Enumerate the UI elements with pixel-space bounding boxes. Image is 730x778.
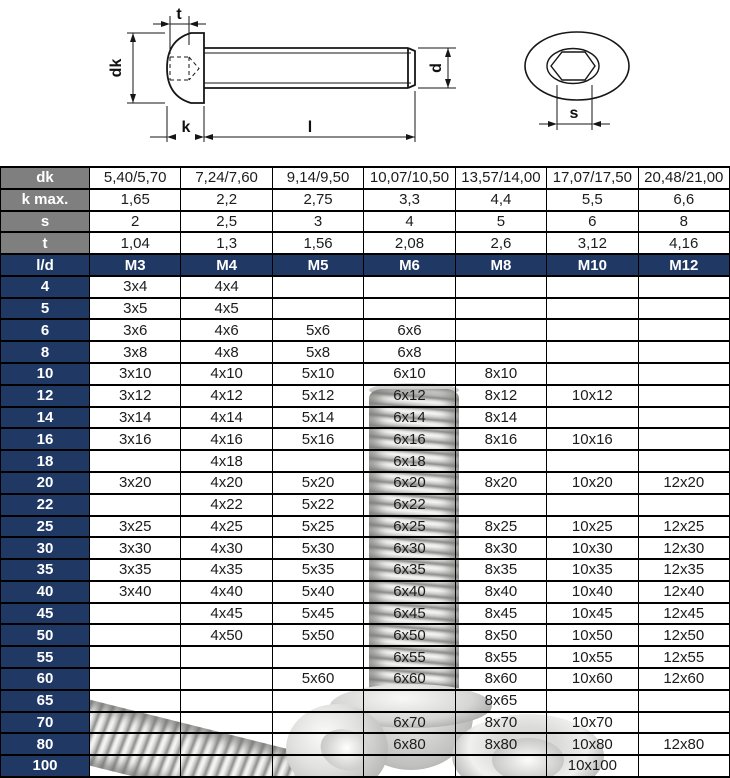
combo-cell bbox=[273, 299, 364, 321]
combo-cell bbox=[639, 299, 730, 321]
param-label-cell: dk bbox=[1, 168, 90, 190]
combo-cell: 10x80 bbox=[547, 734, 638, 756]
combo-cell bbox=[273, 647, 364, 669]
length-row bbox=[1, 756, 730, 778]
combo-cell: 8x50 bbox=[456, 625, 547, 647]
param-value-cell: 1,65 bbox=[90, 190, 181, 212]
combo-cell: 5x60 bbox=[273, 669, 364, 691]
combo-cell: 12x50 bbox=[639, 625, 730, 647]
param-value-cell: 3,12 bbox=[547, 233, 638, 255]
combo-cell bbox=[90, 495, 181, 517]
combo-cell: 5x40 bbox=[273, 582, 364, 604]
combo-cell: 3x14 bbox=[90, 408, 181, 430]
combo-cell: 8x55 bbox=[456, 647, 547, 669]
size-header-cell: M10 bbox=[547, 255, 638, 277]
combo-cell: 4x16 bbox=[181, 429, 272, 451]
combo-cell bbox=[273, 713, 364, 735]
combo-cell bbox=[639, 451, 730, 473]
combo-cell bbox=[639, 364, 730, 386]
combo-cell bbox=[547, 342, 638, 364]
combo-cell: 4x30 bbox=[181, 538, 272, 560]
length-row bbox=[1, 560, 730, 582]
combo-cell: 5x45 bbox=[273, 604, 364, 626]
combo-cell: 12x60 bbox=[639, 669, 730, 691]
combo-cell bbox=[90, 734, 181, 756]
combo-cell bbox=[547, 691, 638, 713]
combo-cell: 6x70 bbox=[364, 713, 455, 735]
combo-cell: 6x12 bbox=[364, 386, 455, 408]
length-label-cell: 10 bbox=[1, 364, 90, 386]
combo-cell bbox=[273, 277, 364, 299]
combo-cell: 6x40 bbox=[364, 582, 455, 604]
dim-label-k: k bbox=[181, 119, 191, 136]
dimension-drawing bbox=[0, 0, 730, 166]
combo-cell: 8x30 bbox=[456, 538, 547, 560]
combo-cell: 8x60 bbox=[456, 669, 547, 691]
combo-cell: 3x40 bbox=[90, 582, 181, 604]
length-row bbox=[1, 495, 730, 517]
combo-cell: 12x25 bbox=[639, 517, 730, 539]
length-row bbox=[1, 604, 730, 626]
combo-cell: 6x14 bbox=[364, 408, 455, 430]
length-row bbox=[1, 320, 730, 342]
param-value-cell: 20,48/21,00 bbox=[639, 168, 730, 190]
length-row bbox=[1, 473, 730, 495]
length-label-cell: 35 bbox=[1, 560, 90, 582]
length-label-cell: 40 bbox=[1, 582, 90, 604]
length-row bbox=[1, 299, 730, 321]
combo-cell: 12x40 bbox=[639, 582, 730, 604]
param-value-cell: 1,56 bbox=[273, 233, 364, 255]
combo-cell: 6x55 bbox=[364, 647, 455, 669]
combo-cell: 8x16 bbox=[456, 429, 547, 451]
combo-cell bbox=[90, 756, 181, 778]
length-row bbox=[1, 429, 730, 451]
size-row-label-cell: l/d bbox=[1, 255, 90, 277]
param-value-cell: 2,6 bbox=[456, 233, 547, 255]
length-row bbox=[1, 734, 730, 756]
combo-cell: 6x6 bbox=[364, 320, 455, 342]
length-row bbox=[1, 713, 730, 735]
size-header-cell: M12 bbox=[639, 255, 730, 277]
param-value-cell: 1,04 bbox=[90, 233, 181, 255]
combo-cell: 10x50 bbox=[547, 625, 638, 647]
combo-cell bbox=[364, 277, 455, 299]
combo-cell: 10x16 bbox=[547, 429, 638, 451]
combo-cell bbox=[456, 495, 547, 517]
combo-cell: 4x25 bbox=[181, 517, 272, 539]
length-label-cell: 80 bbox=[1, 734, 90, 756]
combo-cell: 5x20 bbox=[273, 473, 364, 495]
combo-cell: 4x45 bbox=[181, 604, 272, 626]
combo-cell bbox=[90, 713, 181, 735]
param-label-cell: k max. bbox=[1, 190, 90, 212]
param-value-cell: 6,6 bbox=[639, 190, 730, 212]
combo-cell bbox=[90, 604, 181, 626]
combo-cell: 4x10 bbox=[181, 364, 272, 386]
combo-cell: 6x45 bbox=[364, 604, 455, 626]
combo-cell: 4x6 bbox=[181, 320, 272, 342]
param-value-cell: 13,57/14,00 bbox=[456, 168, 547, 190]
length-label-cell: 14 bbox=[1, 408, 90, 430]
combo-cell bbox=[273, 451, 364, 473]
combo-cell: 10x60 bbox=[547, 669, 638, 691]
combo-cell bbox=[639, 495, 730, 517]
param-label-cell: s bbox=[1, 212, 90, 234]
size-header-cell: M5 bbox=[273, 255, 364, 277]
combo-cell: 6x20 bbox=[364, 473, 455, 495]
length-row bbox=[1, 669, 730, 691]
combo-cell: 4x18 bbox=[181, 451, 272, 473]
length-row bbox=[1, 342, 730, 364]
size-header-cell: M4 bbox=[181, 255, 272, 277]
combo-cell: 4x4 bbox=[181, 277, 272, 299]
length-label-cell: 100 bbox=[1, 756, 90, 778]
combo-cell: 8x25 bbox=[456, 517, 547, 539]
length-label-cell: 50 bbox=[1, 625, 90, 647]
combo-cell: 6x50 bbox=[364, 625, 455, 647]
combo-cell bbox=[273, 756, 364, 778]
combo-cell: 10x45 bbox=[547, 604, 638, 626]
combo-cell bbox=[90, 451, 181, 473]
param-value-cell: 1,3 bbox=[181, 233, 272, 255]
combo-cell: 4x12 bbox=[181, 386, 272, 408]
combo-cell: 6x22 bbox=[364, 495, 455, 517]
length-label-cell: 65 bbox=[1, 691, 90, 713]
param-value-cell: 2,2 bbox=[181, 190, 272, 212]
param-value-cell: 4 bbox=[364, 212, 455, 234]
combo-cell: 3x12 bbox=[90, 386, 181, 408]
combo-cell: 6x25 bbox=[364, 517, 455, 539]
combo-cell: 6x35 bbox=[364, 560, 455, 582]
combo-cell: 5x12 bbox=[273, 386, 364, 408]
param-value-cell: 2 bbox=[90, 212, 181, 234]
combo-cell: 3x16 bbox=[90, 429, 181, 451]
param-value-cell: 7,24/7,60 bbox=[181, 168, 272, 190]
combo-cell: 12x20 bbox=[639, 473, 730, 495]
combo-cell: 5x30 bbox=[273, 538, 364, 560]
combo-cell bbox=[181, 734, 272, 756]
length-label-cell: 5 bbox=[1, 299, 90, 321]
combo-cell: 8x10 bbox=[456, 364, 547, 386]
combo-cell: 3x6 bbox=[90, 320, 181, 342]
combo-cell bbox=[639, 429, 730, 451]
combo-cell: 5x8 bbox=[273, 342, 364, 364]
combo-cell bbox=[364, 756, 455, 778]
length-row bbox=[1, 408, 730, 430]
combo-cell: 4x20 bbox=[181, 473, 272, 495]
dim-label-t: t bbox=[176, 6, 182, 23]
combo-cell bbox=[90, 625, 181, 647]
combo-cell bbox=[456, 277, 547, 299]
size-header-cell: M3 bbox=[90, 255, 181, 277]
combo-cell: 10x20 bbox=[547, 473, 638, 495]
combo-cell: 8x20 bbox=[456, 473, 547, 495]
combo-cell bbox=[90, 647, 181, 669]
combo-cell bbox=[639, 386, 730, 408]
length-label-cell: 12 bbox=[1, 386, 90, 408]
combo-cell: 8x80 bbox=[456, 734, 547, 756]
combo-cell: 12x30 bbox=[639, 538, 730, 560]
combo-cell: 12x80 bbox=[639, 734, 730, 756]
combo-cell: 10x40 bbox=[547, 582, 638, 604]
combo-cell bbox=[547, 299, 638, 321]
combo-cell bbox=[273, 691, 364, 713]
length-label-cell: 60 bbox=[1, 669, 90, 691]
param-value-cell: 4,16 bbox=[639, 233, 730, 255]
combo-cell bbox=[456, 342, 547, 364]
length-row bbox=[1, 517, 730, 539]
length-label-cell: 25 bbox=[1, 517, 90, 539]
param-value-cell: 5,5 bbox=[547, 190, 638, 212]
combo-cell bbox=[639, 713, 730, 735]
length-label-cell: 55 bbox=[1, 647, 90, 669]
length-label-cell: 22 bbox=[1, 495, 90, 517]
param-row-dk bbox=[1, 168, 730, 190]
combo-cell: 6x30 bbox=[364, 538, 455, 560]
param-value-cell: 3 bbox=[273, 212, 364, 234]
combo-cell: 6x16 bbox=[364, 429, 455, 451]
combo-cell: 4x5 bbox=[181, 299, 272, 321]
combo-cell bbox=[90, 691, 181, 713]
hidden-socket-lines bbox=[170, 57, 199, 80]
combo-cell: 12x35 bbox=[639, 560, 730, 582]
param-value-cell: 2,75 bbox=[273, 190, 364, 212]
combo-cell: 8x65 bbox=[456, 691, 547, 713]
length-label-cell: 4 bbox=[1, 277, 90, 299]
combo-cell: 3x25 bbox=[90, 517, 181, 539]
combo-cell: 5x25 bbox=[273, 517, 364, 539]
combo-cell: 8x12 bbox=[456, 386, 547, 408]
length-label-cell: 6 bbox=[1, 320, 90, 342]
length-label-cell: 45 bbox=[1, 604, 90, 626]
combo-cell: 8x14 bbox=[456, 408, 547, 430]
combo-cell bbox=[547, 495, 638, 517]
combo-cell: 4x8 bbox=[181, 342, 272, 364]
param-value-cell: 3,3 bbox=[364, 190, 455, 212]
length-row bbox=[1, 538, 730, 560]
length-label-cell: 20 bbox=[1, 473, 90, 495]
size-header-cell: M6 bbox=[364, 255, 455, 277]
combo-cell bbox=[90, 669, 181, 691]
combo-cell: 10x30 bbox=[547, 538, 638, 560]
combo-cell bbox=[456, 320, 547, 342]
dim-label-l: l bbox=[307, 119, 313, 136]
combo-cell bbox=[547, 408, 638, 430]
combo-cell bbox=[364, 299, 455, 321]
combo-cell bbox=[547, 277, 638, 299]
length-label-cell: 30 bbox=[1, 538, 90, 560]
combo-cell: 8x35 bbox=[456, 560, 547, 582]
param-value-cell: 4,4 bbox=[456, 190, 547, 212]
combo-cell bbox=[639, 408, 730, 430]
combo-cell: 10x12 bbox=[547, 386, 638, 408]
param-value-cell: 6 bbox=[547, 212, 638, 234]
param-value-cell: 8 bbox=[639, 212, 730, 234]
param-value-cell: 2,08 bbox=[364, 233, 455, 255]
combo-cell: 3x5 bbox=[90, 299, 181, 321]
combo-cell bbox=[364, 691, 455, 713]
length-row bbox=[1, 625, 730, 647]
combo-cell: 5x35 bbox=[273, 560, 364, 582]
param-value-cell: 5 bbox=[456, 212, 547, 234]
size-header-cell: M8 bbox=[456, 255, 547, 277]
length-row bbox=[1, 364, 730, 386]
combo-cell bbox=[273, 734, 364, 756]
combo-cell: 3x8 bbox=[90, 342, 181, 364]
combo-cell: 3x4 bbox=[90, 277, 181, 299]
param-row-t bbox=[1, 233, 730, 255]
combo-cell bbox=[639, 756, 730, 778]
param-value-cell: 17,07/17,50 bbox=[547, 168, 638, 190]
param-value-cell: 2,5 bbox=[181, 212, 272, 234]
combo-cell: 8x70 bbox=[456, 713, 547, 735]
combo-cell: 4x14 bbox=[181, 408, 272, 430]
combo-cell bbox=[456, 451, 547, 473]
length-label-cell: 70 bbox=[1, 713, 90, 735]
combo-cell bbox=[639, 691, 730, 713]
combo-cell: 4x40 bbox=[181, 582, 272, 604]
length-row bbox=[1, 451, 730, 473]
combo-cell bbox=[547, 364, 638, 386]
combo-cell bbox=[639, 320, 730, 342]
combo-cell: 8x45 bbox=[456, 604, 547, 626]
combo-cell: 4x50 bbox=[181, 625, 272, 647]
size-row bbox=[1, 255, 730, 277]
combo-cell: 3x10 bbox=[90, 364, 181, 386]
combo-cell: 3x30 bbox=[90, 538, 181, 560]
dim-label-dk: dk bbox=[108, 58, 125, 78]
combo-cell bbox=[456, 756, 547, 778]
combo-cell: 5x50 bbox=[273, 625, 364, 647]
param-row-s bbox=[1, 212, 730, 234]
length-row bbox=[1, 582, 730, 604]
combo-cell: 5x14 bbox=[273, 408, 364, 430]
spec-table bbox=[0, 166, 730, 778]
combo-cell: 10x35 bbox=[547, 560, 638, 582]
param-value-cell: 5,40/5,70 bbox=[90, 168, 181, 190]
length-row bbox=[1, 386, 730, 408]
combo-cell bbox=[181, 713, 272, 735]
combo-cell bbox=[639, 342, 730, 364]
param-value-cell: 9,14/9,50 bbox=[273, 168, 364, 190]
combo-cell: 3x20 bbox=[90, 473, 181, 495]
combo-cell: 10x55 bbox=[547, 647, 638, 669]
combo-cell bbox=[547, 320, 638, 342]
combo-cell: 8x40 bbox=[456, 582, 547, 604]
combo-cell: 6x80 bbox=[364, 734, 455, 756]
param-value-cell: 10,07/10,50 bbox=[364, 168, 455, 190]
combo-cell bbox=[181, 691, 272, 713]
combo-cell: 10x100 bbox=[547, 756, 638, 778]
param-label-cell: t bbox=[1, 233, 90, 255]
length-row bbox=[1, 647, 730, 669]
length-label-cell: 8 bbox=[1, 342, 90, 364]
combo-cell: 5x22 bbox=[273, 495, 364, 517]
combo-cell: 10x70 bbox=[547, 713, 638, 735]
length-label-cell: 16 bbox=[1, 429, 90, 451]
dim-label-s: s bbox=[569, 105, 579, 122]
combo-cell: 4x35 bbox=[181, 560, 272, 582]
combo-cell: 6x8 bbox=[364, 342, 455, 364]
combo-cell: 4x22 bbox=[181, 495, 272, 517]
length-row bbox=[1, 691, 730, 713]
combo-cell: 3x35 bbox=[90, 560, 181, 582]
combo-cell bbox=[547, 451, 638, 473]
combo-cell bbox=[181, 647, 272, 669]
combo-cell: 12x55 bbox=[639, 647, 730, 669]
combo-cell: 6x60 bbox=[364, 669, 455, 691]
combo-cell bbox=[181, 756, 272, 778]
screw-side-view bbox=[127, 16, 456, 142]
combo-cell bbox=[639, 277, 730, 299]
combo-cell: 5x16 bbox=[273, 429, 364, 451]
combo-cell bbox=[456, 299, 547, 321]
dim-label-d: d bbox=[428, 63, 445, 73]
hex-socket-outline bbox=[551, 52, 595, 80]
combo-cell: 12x45 bbox=[639, 604, 730, 626]
combo-cell bbox=[181, 669, 272, 691]
combo-cell: 6x10 bbox=[364, 364, 455, 386]
combo-cell: 5x6 bbox=[273, 320, 364, 342]
length-label-cell: 18 bbox=[1, 451, 90, 473]
param-row-kmax bbox=[1, 190, 730, 212]
length-row bbox=[1, 277, 730, 299]
combo-cell: 5x10 bbox=[273, 364, 364, 386]
combo-cell: 6x18 bbox=[364, 451, 455, 473]
combo-cell: 10x25 bbox=[547, 517, 638, 539]
